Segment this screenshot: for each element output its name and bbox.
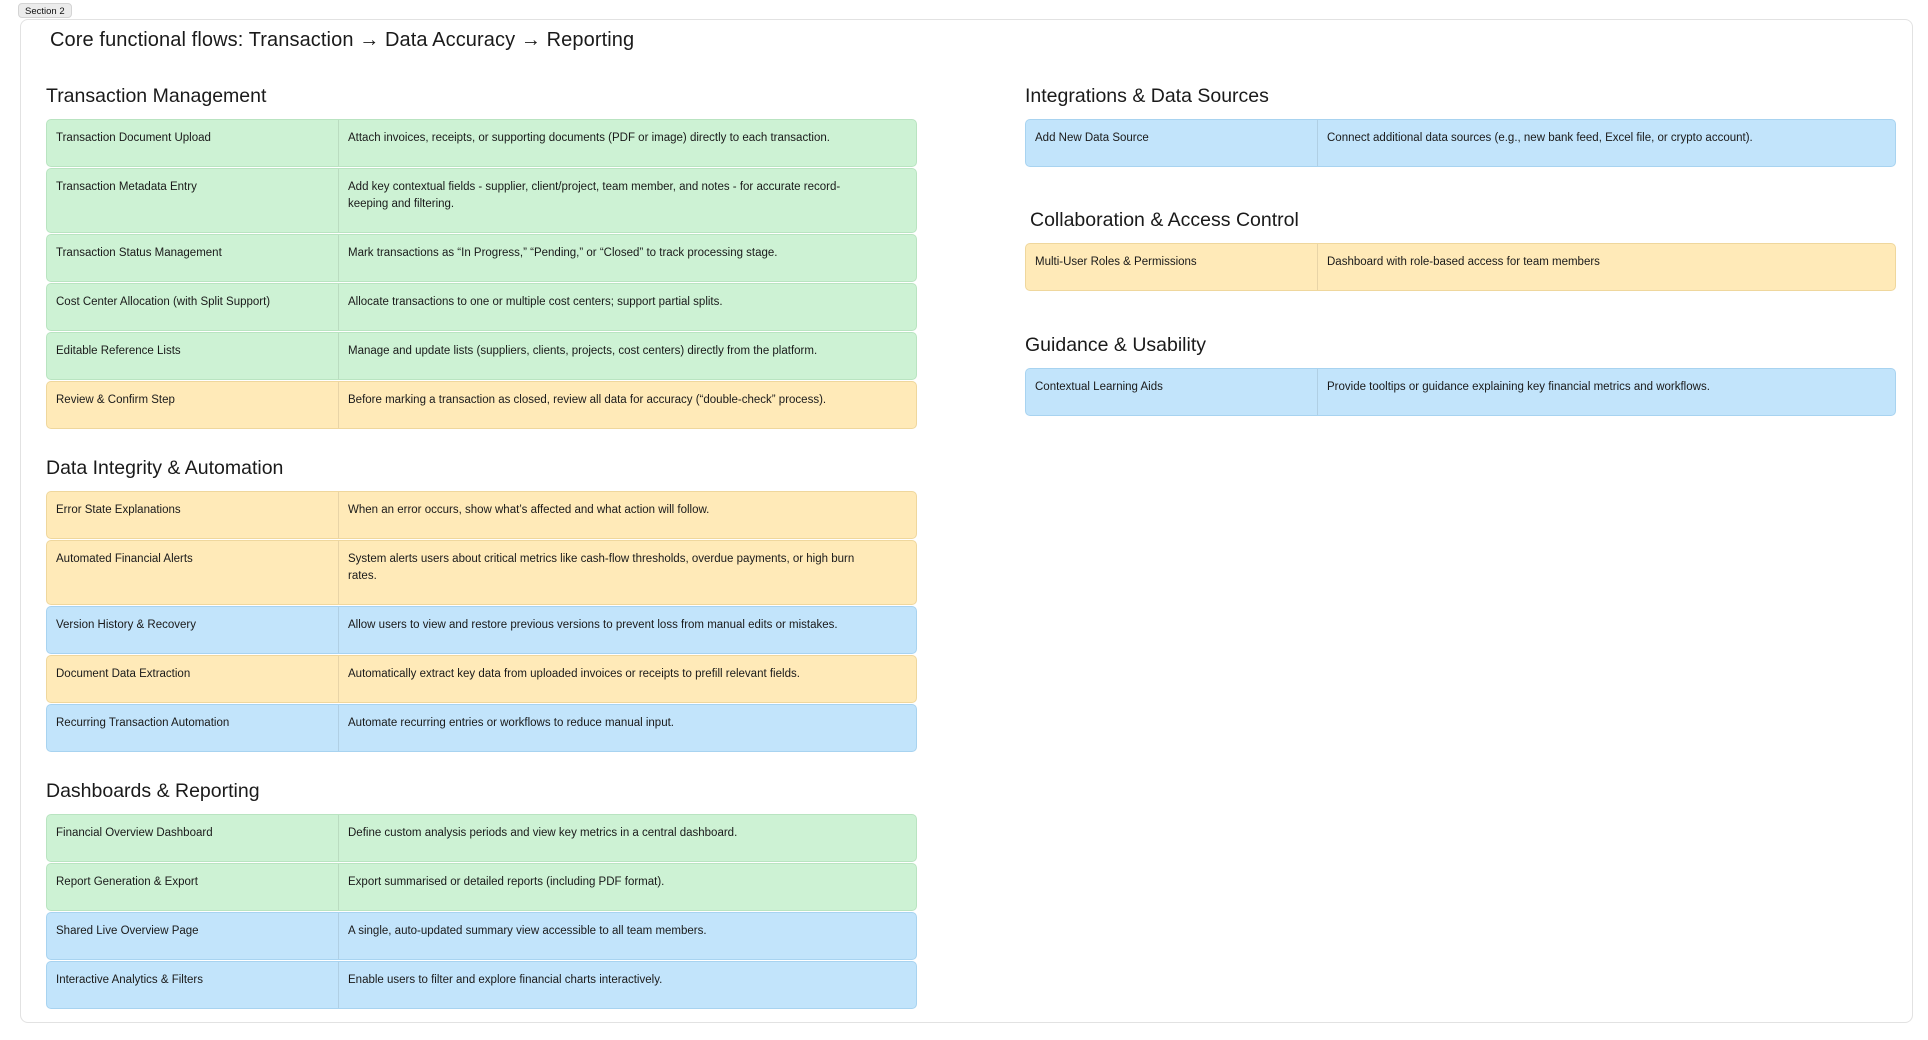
feature-name: Financial Overview Dashboard — [47, 815, 339, 861]
table-row[interactable] — [46, 704, 917, 752]
feature-description: Mark transactions as “In Progress,” “Pending,” or “Closed” to track processing stage. — [348, 247, 778, 259]
feature-table — [1025, 368, 1896, 416]
feature-name: Editable Reference Lists — [47, 333, 339, 379]
table-row[interactable] — [46, 606, 917, 654]
group-collaboration — [1025, 208, 1896, 292]
feature-description: Provide tooltips or guidance explaining key financial metrics and workflows. — [1327, 381, 1710, 393]
group-title: Guidance & Usability — [1025, 334, 1207, 356]
group-guidance — [1025, 333, 1896, 417]
feature-description: Add key contextual fields - supplier, client/project, team member, and notes - for accurate record-keeping and filtering. — [348, 181, 841, 210]
group-title: Integrations & Data Sources — [1025, 85, 1269, 107]
group-title: Data Integrity & Automation — [46, 457, 284, 479]
group-data-integrity — [46, 456, 917, 753]
feature-description: When an error occurs, show what’s affected and what action will follow. — [348, 504, 710, 516]
table-row[interactable] — [46, 814, 917, 862]
table-row[interactable] — [46, 283, 917, 331]
feature-description: Automatically extract key data from uploaded invoices or receipts to prefill relevant fields. — [348, 668, 800, 680]
feature-table — [1025, 119, 1896, 167]
feature-description: Dashboard with role-based access for team members — [1327, 256, 1600, 268]
feature-description: Allow users to view and restore previous versions to prevent loss from manual edits or mistakes. — [348, 619, 838, 631]
table-row[interactable] — [46, 655, 917, 703]
group-title: Collaboration & Access Control — [1030, 209, 1299, 231]
table-row[interactable] — [46, 912, 917, 960]
feature-name: Contextual Learning Aids — [1026, 369, 1318, 415]
table-row[interactable] — [1025, 368, 1896, 416]
feature-description: Allocate transactions to one or multiple cost centers; support partial splits. — [348, 296, 723, 308]
feature-name: Add New Data Source — [1026, 120, 1318, 166]
feature-description: Connect additional data sources (e.g., new bank feed, Excel file, or crypto account). — [1327, 132, 1753, 144]
feature-description: Automate recurring entries or workflows to reduce manual input. — [348, 717, 674, 729]
feature-name: Transaction Status Management — [47, 235, 339, 281]
group-title: Dashboards & Reporting — [46, 780, 260, 802]
section-tag[interactable]: Section 2 — [18, 3, 72, 18]
feature-name: Transaction Document Upload — [47, 120, 339, 166]
feature-description: Define custom analysis periods and view key metrics in a central dashboard. — [348, 827, 738, 839]
feature-name: Error State Explanations — [47, 492, 339, 538]
table-row[interactable] — [1025, 119, 1896, 167]
feature-name: Review & Confirm Step — [47, 382, 339, 428]
feature-name: Report Generation & Export — [47, 864, 339, 910]
feature-table — [46, 491, 917, 752]
feature-name: Transaction Metadata Entry — [47, 169, 339, 232]
feature-description: System alerts users about critical metrics like cash-flow thresholds, overdue payments, or high burn rates. — [348, 553, 855, 582]
feature-description: Enable users to filter and explore financial charts interactively. — [348, 974, 663, 986]
table-row[interactable] — [46, 491, 917, 539]
feature-description: Manage and update lists (suppliers, clients, projects, cost centers) directly from the platform. — [348, 345, 818, 357]
group-dashboards-reporting — [46, 779, 917, 1010]
feature-description: Attach invoices, receipts, or supporting documents (PDF or image) directly to each transaction. — [348, 132, 830, 144]
feature-name: Document Data Extraction — [47, 656, 339, 702]
table-row[interactable] — [1025, 243, 1896, 291]
feature-table — [46, 814, 917, 1009]
table-row[interactable] — [46, 961, 917, 1009]
feature-name: Interactive Analytics & Filters — [47, 962, 339, 1008]
group-transaction-management — [46, 84, 917, 430]
feature-description: A single, auto-updated summary view accessible to all team members. — [348, 925, 707, 937]
table-row[interactable] — [46, 332, 917, 380]
feature-name: Shared Live Overview Page — [47, 913, 339, 959]
group-title: Transaction Management — [46, 85, 267, 107]
feature-table — [1025, 243, 1896, 291]
feature-description: Export summarised or detailed reports (including PDF format). — [348, 876, 665, 888]
table-row[interactable] — [46, 381, 917, 429]
table-row[interactable] — [46, 863, 917, 911]
table-row[interactable] — [46, 168, 917, 233]
feature-name: Version History & Recovery — [47, 607, 339, 653]
feature-table — [46, 119, 917, 429]
table-row[interactable] — [46, 119, 917, 167]
frame-title: Core functional flows: Transaction → Data Accuracy → Reporting — [50, 29, 635, 51]
group-integrations — [1025, 84, 1896, 168]
feature-name: Automated Financial Alerts — [47, 541, 339, 604]
feature-name: Recurring Transaction Automation — [47, 705, 339, 751]
feature-name: Cost Center Allocation (with Split Support) — [47, 284, 339, 330]
feature-description: Before marking a transaction as closed, review all data for accuracy (“double-check” process). — [348, 394, 827, 406]
feature-name: Multi-User Roles & Permissions — [1026, 244, 1318, 290]
table-row[interactable] — [46, 234, 917, 282]
table-row[interactable] — [46, 540, 917, 605]
